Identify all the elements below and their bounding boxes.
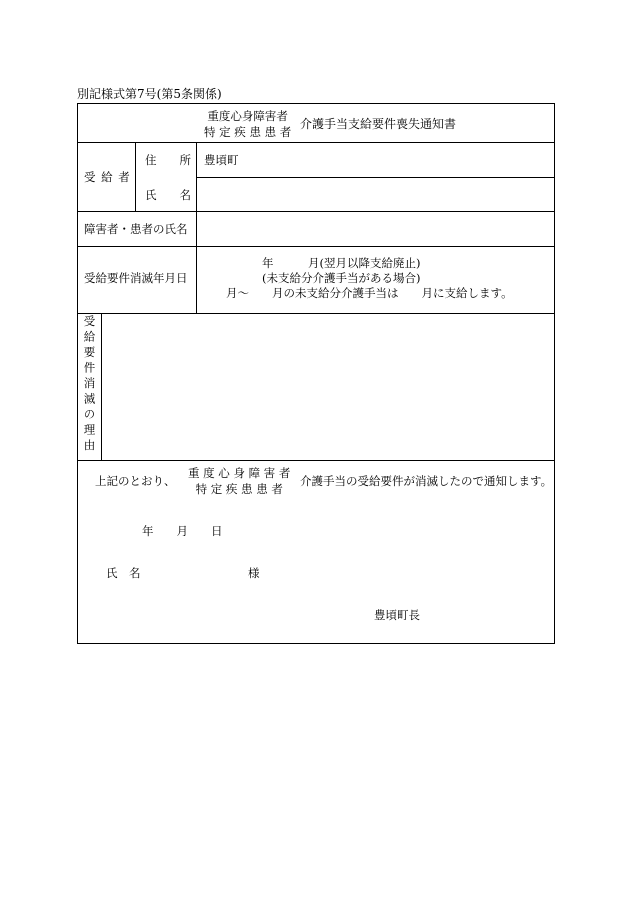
row-divider xyxy=(78,313,554,314)
row-divider xyxy=(78,246,554,247)
title-category xyxy=(204,109,291,140)
loss-date-line1: 年 月(翌月以降支給廃止) xyxy=(262,256,421,270)
recipient-label: 受 給 者 xyxy=(84,170,131,184)
notice-suffix: 介護手当の受給要件が消滅したので通知します。 xyxy=(300,474,553,488)
column-divider xyxy=(135,142,136,211)
notice-category-line1: 重 度 心 身 障 害 者 xyxy=(188,466,291,480)
form-number-label: 別記様式第7号(第5条関係) xyxy=(77,87,222,101)
row-divider xyxy=(78,460,554,461)
row-divider xyxy=(78,142,554,143)
notice-form xyxy=(77,103,555,644)
notice-date: 年 月 日 xyxy=(142,524,223,538)
title-category-line1: 重度心身障害者 xyxy=(207,109,288,123)
loss-date-line2: (未支給分介護手当がある場合) xyxy=(262,271,421,285)
row-divider xyxy=(196,177,554,178)
row-divider xyxy=(78,211,554,212)
name-label: 氏 名 xyxy=(145,188,191,202)
honorific: 様 xyxy=(248,566,260,580)
loss-date-line3: 月〜 月の未支給分介護手当は 月に支給します。 xyxy=(226,286,513,300)
title-category-line2: 特 定 疾 患 患 者 xyxy=(204,124,292,139)
patient-name-label: 障害者・患者の氏名 xyxy=(84,222,188,236)
addressee-name-label: 氏 名 xyxy=(106,566,141,580)
notice-category xyxy=(188,466,290,497)
loss-date-label: 受給要件消滅年月日 xyxy=(84,271,188,285)
column-divider xyxy=(101,313,102,460)
address-label: 住 所 xyxy=(145,153,191,167)
document-title: 介護手当支給要件喪失通知書 xyxy=(300,117,457,131)
issuer: 豊頃町長 xyxy=(374,608,420,622)
reason-label: 受給要件消滅の理由 xyxy=(82,315,97,455)
notice-prefix: 上記のとおり、 xyxy=(95,474,176,488)
column-divider xyxy=(196,142,197,313)
notice-category-line2: 特 定 疾 患 患 者 xyxy=(195,481,283,496)
address-value: 豊頃町 xyxy=(204,153,239,167)
